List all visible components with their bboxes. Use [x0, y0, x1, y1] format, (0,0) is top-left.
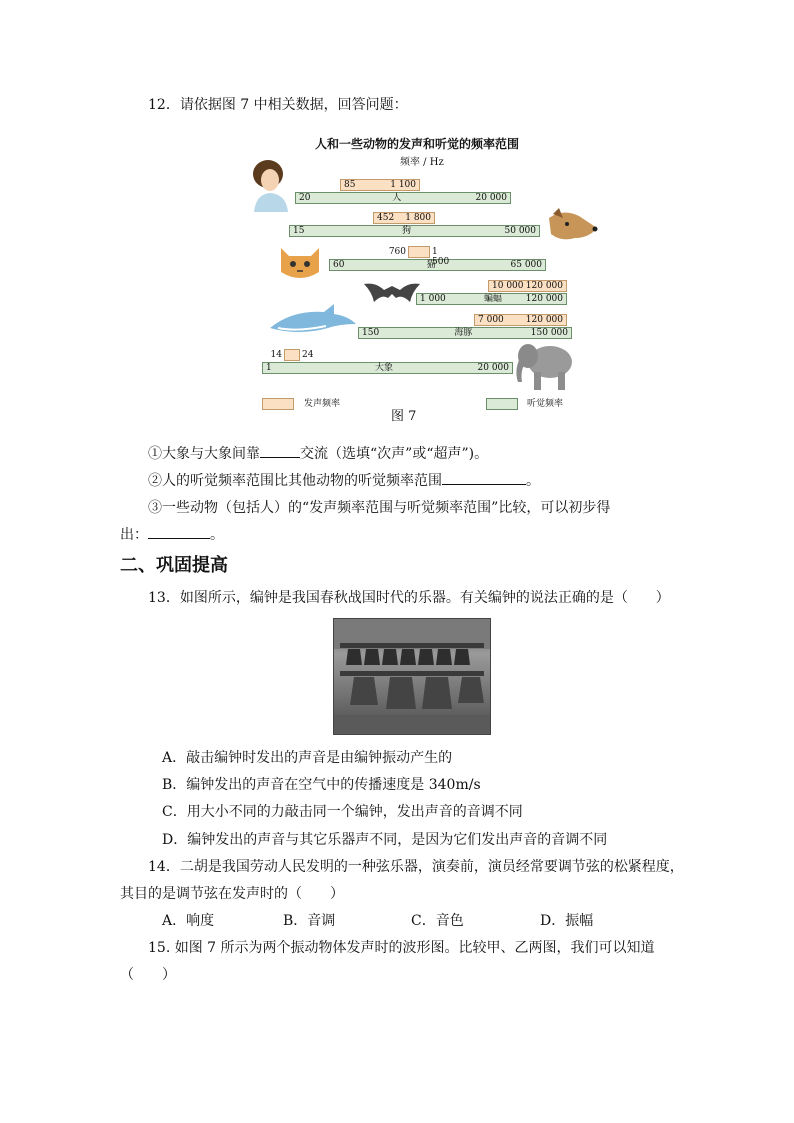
- hearing-high-label: 65 000: [510, 260, 542, 270]
- emit-bar-2: [388, 246, 450, 267]
- emit-high-label: 1 100: [390, 180, 416, 190]
- hearing-low-label: 20: [299, 193, 311, 203]
- emit-low-label: 10 000: [492, 281, 524, 291]
- hearing-low-label: 60: [333, 260, 345, 270]
- dolphin-illustration: [268, 302, 358, 336]
- q13-stem: 13．如图所示，编钟是我国春秋战国时代的乐器。有关编钟的说法正确的是（ ）: [148, 590, 670, 606]
- emit-bar-3: [488, 280, 567, 292]
- bat-illustration: [362, 278, 422, 306]
- elephant-illustration: [510, 340, 574, 392]
- q12-sub2: [148, 470, 540, 490]
- q14-option-d[interactable]: D．振幅: [540, 913, 594, 929]
- q12-stem: 12．请依据图 7 中相关数据，回答问题：: [148, 97, 408, 113]
- q12-sub1-text: ①大象与大象间靠: [148, 446, 260, 462]
- answer-blank-3[interactable]: [148, 524, 210, 539]
- hearing-high-label: 120 000: [525, 294, 563, 304]
- emit-high-label: 1 800: [405, 213, 431, 223]
- emit-bar-4: [474, 314, 567, 326]
- cat-illustration: [275, 244, 325, 282]
- q14-stem-line2: 其目的是调节弦在发声时的（ ）: [120, 886, 344, 902]
- emit-bar-1: [373, 212, 435, 224]
- q12-sub2-text: ②人的听觉频率范围比其他动物的听觉频率范围: [148, 473, 442, 489]
- hearing-low-label: 150: [362, 328, 380, 338]
- q13-option-a[interactable]: A．敲击编钟时发出的声音是由编钟振动产生的: [162, 750, 453, 766]
- animal-name: 狗: [402, 226, 412, 236]
- q13-option-d[interactable]: D．编钟发出的声音与其它乐器声不同，是因为它们发出声音的音调不同: [162, 832, 608, 848]
- chart-unit: 频率 / Hz: [400, 157, 444, 168]
- legend-emit-swatch: [262, 398, 294, 410]
- emit-high-label: 1 500: [432, 247, 450, 267]
- hearing-bar-5: [262, 362, 513, 374]
- bianzhong-photo: [333, 618, 491, 735]
- human-illustration: [246, 158, 292, 212]
- emit-high-label: 120 000: [525, 281, 563, 291]
- hearing-bar-4: [358, 327, 572, 339]
- q13-option-c[interactable]: C．用大小不同的力敲击同一个编钟，发出声音的音调不同: [162, 804, 523, 820]
- q12-sub2-tail: 。: [526, 473, 540, 489]
- figure-caption: 图 7: [391, 409, 417, 424]
- emit-low-label: 7 000: [478, 315, 504, 325]
- answer-blank-2[interactable]: [442, 470, 526, 485]
- q12-sub3-line1: ③一些动物（包括人）的“发声频率范围与听觉频率范围”比较，可以初步得: [148, 500, 611, 516]
- section-title: 二、巩固提高: [120, 555, 228, 576]
- hearing-low-label: 1 000: [420, 294, 446, 304]
- hearing-high-label: 50 000: [504, 226, 536, 236]
- hearing-low-label: 15: [293, 226, 305, 236]
- hearing-bar-1: [289, 225, 540, 237]
- q14-option-c[interactable]: C．音色: [411, 913, 464, 929]
- q12-sub3-lead: 出：: [120, 527, 148, 543]
- hearing-bar-0: [295, 192, 511, 204]
- emit-low-label: 452: [377, 213, 395, 223]
- animal-name: 海豚: [454, 328, 473, 338]
- hearing-high-label: 150 000: [530, 328, 568, 338]
- emit-low-label: 14: [270, 350, 282, 360]
- q13-option-b[interactable]: B．编钟发出的声音在空气中的传播速度是 340m/s: [162, 777, 481, 793]
- hearing-bar-3: [416, 293, 567, 305]
- q14-stem-line1: 14．二胡是我国劳动人民发明的一种弦乐器，演奏前，演员经常要调节弦的松紧程度，: [148, 859, 684, 875]
- hearing-high-label: 20 000: [475, 193, 507, 203]
- q14-option-a[interactable]: A．响度: [162, 913, 215, 929]
- animal-name: 大象: [375, 363, 394, 373]
- hearing-low-label: 1: [266, 363, 272, 373]
- q14-option-b[interactable]: B．音调: [283, 913, 336, 929]
- answer-blank-1[interactable]: [260, 443, 300, 458]
- q12-sub1-tail: 交流（选填“次声”或“超声”)。: [300, 446, 489, 462]
- dog-illustration: [543, 208, 599, 246]
- emit-high-label: 120 000: [525, 315, 563, 325]
- q15-stem-line1: 15. 如图 7 所示为两个振动物体发声时的波形图。比较甲、乙两图，我们可以知道: [148, 940, 655, 956]
- animal-name: 蝙蝠: [484, 294, 503, 304]
- hearing-high-label: 20 000: [477, 363, 509, 373]
- emit-low-label: 760: [388, 247, 406, 257]
- chart-title: 人和一些动物的发声和听觉的频率范围: [315, 137, 520, 151]
- emit-bar-5: [270, 349, 314, 361]
- emit-high-label: 24: [302, 350, 314, 360]
- animal-name: 猫: [426, 260, 436, 270]
- q12-sub3-tail: 。: [210, 527, 224, 543]
- animal-name: 人: [392, 193, 402, 203]
- q12-sub1: [148, 443, 488, 463]
- legend-emit-label: 发声频率: [304, 399, 341, 409]
- emit-low-label: 85: [344, 180, 356, 190]
- legend-hear-swatch: [486, 398, 518, 410]
- q15-stem-line2: （ ）: [120, 967, 176, 983]
- q12-sub3-line2: [120, 524, 224, 544]
- legend-hear-label: 听觉频率: [527, 399, 564, 409]
- emit-bar-0: [340, 179, 420, 191]
